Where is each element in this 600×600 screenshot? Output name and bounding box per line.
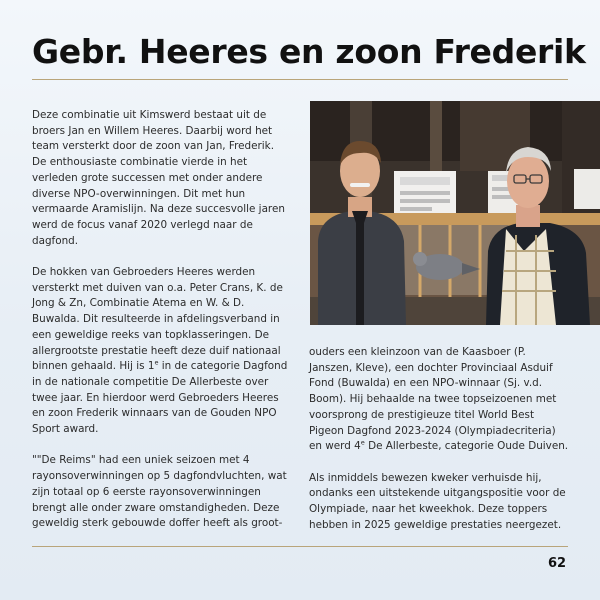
title-divider (32, 79, 568, 80)
footer-divider (32, 546, 568, 547)
paragraph-de-reims: ""De Reims" had een uniek seizoen met 4 rayonsoverwinningen op 5 dagfondvluchten, wat zijn totaal op 6 eerste rayonsoverwinningen brengt alle onder zware omstandigheden. Deze geweldig sterk gebouwde doffer heeft als groot- (32, 454, 287, 530)
paragraph-parents (309, 345, 569, 455)
paragraph-parents-part2: De Allerbeste, categorie Oude Duiven. (364, 440, 569, 453)
right-text-column (309, 345, 569, 549)
paragraph-intro: Deze combinatie uit Kimswerd bestaat uit de broers Jan en Willem Heeres. Daarbij word het team versterkt door de zoon van Jan, Frederik. De enthousiaste combinatie vierde in het verleden grote successen met onder andere diverse NPO-overwinningen. Dit met hun vermaarde Aramislijn. Na deze succesvolle jaren werd de focus vanaf 2020 verlegd naar de dagfond. (32, 109, 285, 247)
paragraph-parents-part1: ouders een kleinzoon van de Kaasboer (P. Janszen, Kleve), een dochter Provinciaal Asduif Fond (Buwalda) en een NPO-winnaar (Sj. v.d. Boom). Hij behaalde na twee topseizoenen met voorsprong de prestigieuze titel World Best Pigeon Dagfond 2023-2024 (Olympiadecriteria) en werd 4 (309, 346, 557, 453)
paragraph-lofts-part1: De hokken van Gebroeders Heeres werden versterkt met duiven van o.a. Peter Crans, K. de Jong & Zn, Combinatie Atema en W. & D. Buwalda. Dit resulteerde in afdelingsverband in een geweldige reeks van topklasseringen. De allergrootste prestatie heeft deze duif nationaal binnen gehaald. Hij is 1 (32, 266, 283, 373)
ordinal-suffix: e (154, 358, 159, 367)
page-title: Gebr. Heeres en zoon Frederik (32, 32, 586, 71)
paragraph-breeder: Als inmiddels bewezen kweker verhuisde hij, ondanks een uitstekende uitgangspositie voor de Olympiade, naar het kweekhok. Deze toppers hebben in 2025 geweldige prestaties neergezet. (309, 471, 566, 531)
paragraph-lofts-part2: in de categorie Dagfond in de nationale competitie De Allerbeste over twee jaar. En hierdoor werd Gebroeders Heeres en zoon Frederik winnaars van de Gouden NPO Sport award. (32, 360, 288, 436)
photo-two-men-with-pigeon (310, 101, 600, 325)
paragraph-lofts (32, 265, 288, 438)
page-number: 62 (548, 556, 567, 571)
ordinal-suffix: e (360, 438, 365, 447)
left-text-column (32, 108, 288, 548)
